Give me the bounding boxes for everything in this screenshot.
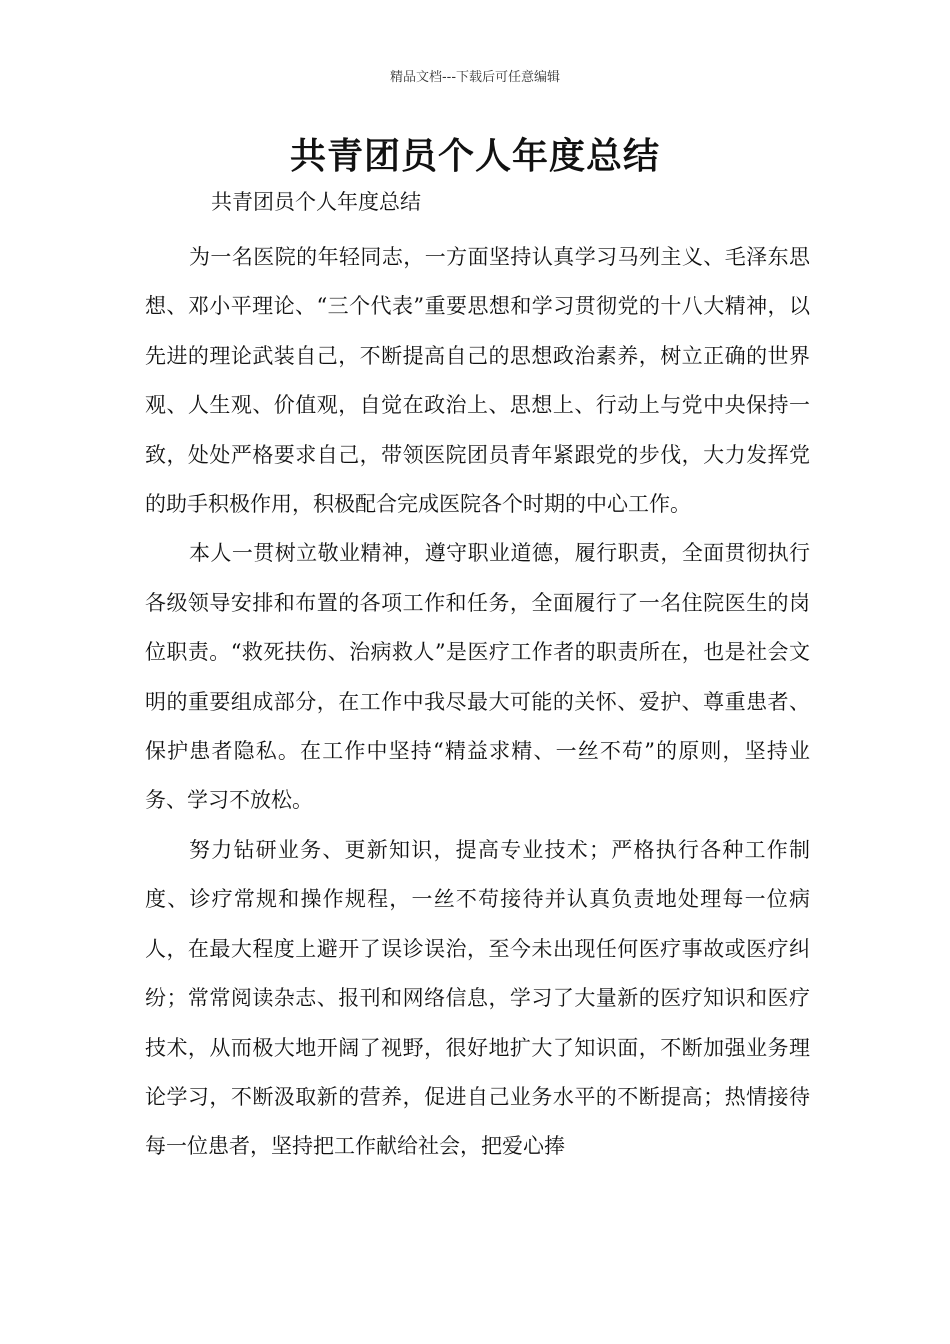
document-body (145, 233, 810, 1172)
paragraph-1: 为一名医院的年轻同志，一方面坚持认真学习马列主义、毛泽东思想、邓小平理论、“三个代表”重要思想和学习贯彻党的十八大精神，以先进的理论武装自己，不断提高自己的思想政治素养，树立正确的世界观、人生观、价值观，自觉在政治上、思想上、行动上与党中央保持一致，处处严格要求自己，带领医院团员青年紧跟党的步伐，大力发挥党的助手积极作用，积极配合完成医院各个时期的中心工作。 (145, 245, 810, 517)
paragraph-2: 本人一贯树立敬业精神，遵守职业道德，履行职责，全面贯彻执行各级领导安排和布置的各项工作和任务，全面履行了一名住院医生的岗位职责。“救死扶伤、治病救人”是医疗工作者的职责所在，也是社会文明的重要组成部分，在工作中我尽最大可能的关怀、爱护、尊重患者、保护患者隐私。在工作中坚持“精益求精、一丝不苟”的原则，坚持业务、学习不放松。 (145, 541, 810, 813)
document-title: 共青团员个人年度总结 (289, 136, 660, 177)
paragraph-3: 努力钻研业务、更新知识，提高专业技术；严格执行各种工作制度、诊疗常规和操作规程，一丝不苟接待并认真负责地处理每一位病人，在最大程度上避开了误诊误治，至今未出现任何医疗事故或医疗纠纷；常常阅读杂志、报刊和网络信息，学习了大量新的医疗知识和医疗技术，从而极大地开阔了视野，很好地扩大了知识面，不断加强业务理论学习，不断汲取新的营养，促进自己业务水平的不断提高；热情接待每一位患者，坚持把工作献给社会，把爱心捧 (145, 837, 810, 1159)
header-note: 精品文档---下载后可任意编辑 (389, 70, 561, 85)
document-subtitle: 共青团员个人年度总结 (211, 190, 421, 214)
